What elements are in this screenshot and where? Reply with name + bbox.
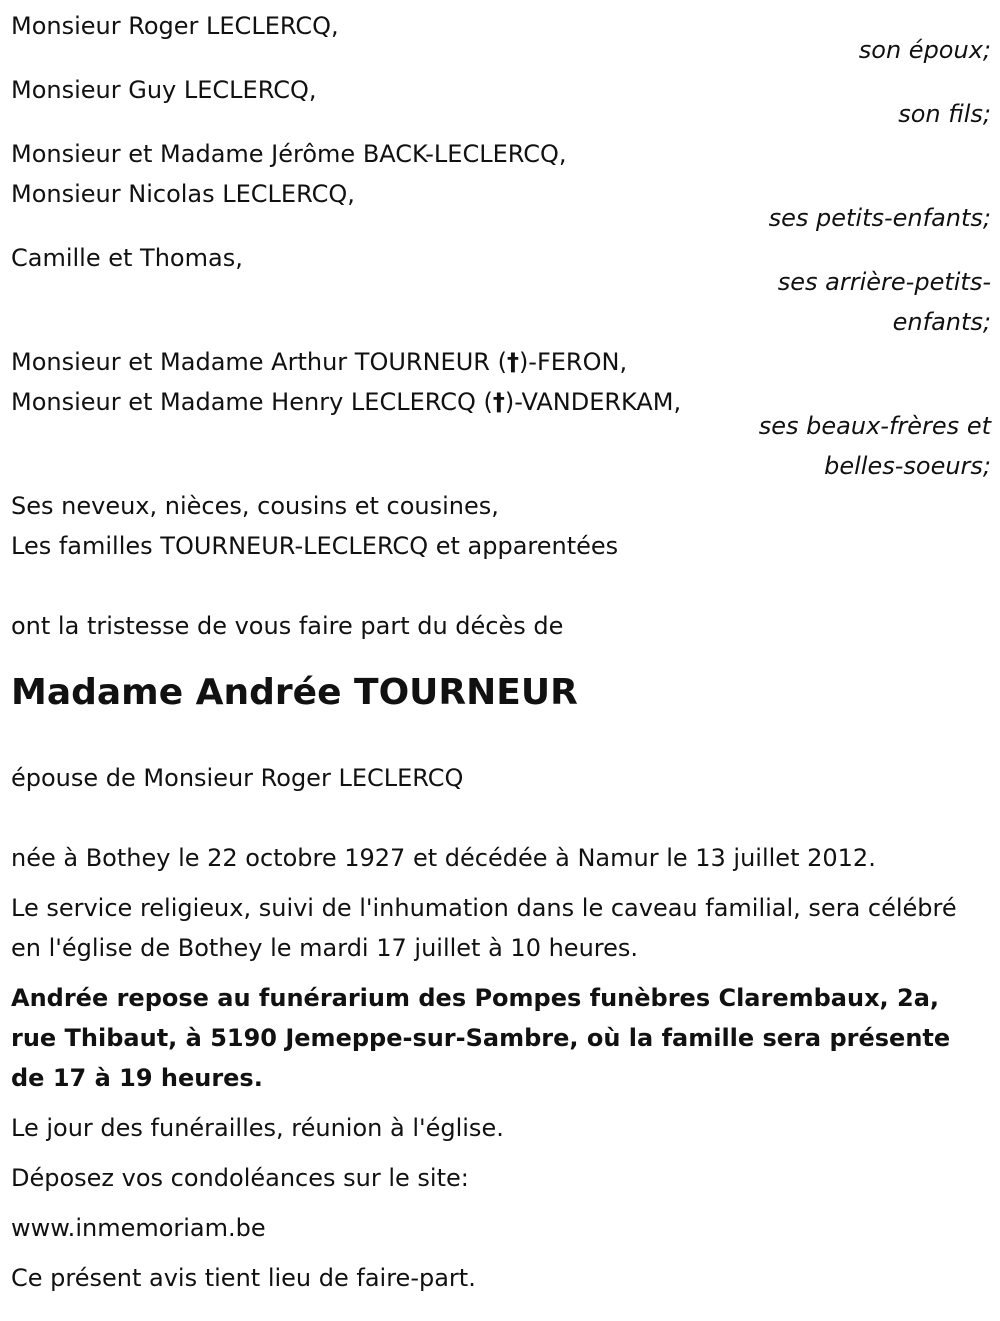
- in-laws-role-line-1: ses beaux-frères et: [758, 412, 991, 440]
- family-group-relatives: [11, 486, 991, 566]
- funerarium-details: Andrée repose au funérarium des Pompes funèbres Clarembaux, 2a, rue Thibaut, à 5190 Jemeppe-sur-Sambre, où la famille sera présente de 17 à 19 heures.: [11, 984, 951, 1092]
- cross-icon: †: [506, 348, 519, 376]
- family-group-grandchildren: [11, 134, 991, 238]
- announcement-intro: ont la tristesse de vous faire part du décès de: [11, 612, 564, 640]
- grandchildren-role: ses petits-enfants;: [768, 204, 991, 232]
- obituary-notice: [11, 6, 991, 1308]
- grandchild-name-2: Monsieur Nicolas LECLERCQ,: [11, 180, 355, 208]
- funeral-meeting: Le jour des funérailles, réunion à l'église.: [11, 1114, 504, 1142]
- in-law-name-1-start: Monsieur et Madame Arthur TOURNEUR (: [11, 348, 507, 376]
- condolences-prompt: Déposez vos condoléances sur le site:: [11, 1164, 469, 1192]
- family-group-husband: [11, 6, 991, 70]
- religious-service: Le service religieux, suivi de l'inhumation dans le caveau familial, sera célébré en l'église de Bothey le mardi 17 juillet à 10 heures.: [11, 894, 957, 962]
- husband-role: son époux;: [858, 36, 991, 64]
- in-laws-role-line-2: belles-soeurs;: [824, 452, 991, 480]
- cross-icon: †: [492, 388, 505, 416]
- relatives-line-2: Les familles TOURNEUR-LECLERCQ et apparentées: [11, 532, 619, 560]
- family-group-son: [11, 70, 991, 134]
- spouse-line: épouse de Monsieur Roger LECLERCQ: [11, 764, 464, 792]
- husband-name: Monsieur Roger LECLERCQ,: [11, 12, 339, 40]
- family-group-in-laws: [11, 342, 991, 486]
- in-law-name-1: [11, 342, 991, 382]
- notice-statement: Ce présent avis tient lieu de faire-part.: [11, 1264, 476, 1292]
- great-grandchildren-role-line-1: ses arrière-petits-: [777, 268, 991, 296]
- condolences-website-link[interactable]: www.inmemoriam.be: [11, 1214, 266, 1242]
- in-law-name-2-start: Monsieur et Madame Henry LECLERCQ (: [11, 388, 493, 416]
- relatives-line-1: Ses neveux, nièces, cousins et cousines,: [11, 492, 499, 520]
- family-group-great-grandchildren: [11, 238, 991, 342]
- birth-death-dates: née à Bothey le 22 octobre 1927 et décédée à Namur le 13 juillet 2012.: [11, 844, 876, 872]
- in-law-name-1-end: )-FERON,: [518, 348, 628, 376]
- son-name: Monsieur Guy LECLERCQ,: [11, 76, 317, 104]
- grandchild-name-1: Monsieur et Madame Jérôme BACK-LECLERCQ,: [11, 140, 567, 168]
- in-law-name-2-end: )-VANDERKAM,: [504, 388, 682, 416]
- son-role: son fils;: [898, 100, 991, 128]
- great-grandchildren-names: Camille et Thomas,: [11, 244, 243, 272]
- deceased-name: Madame Andrée TOURNEUR: [11, 672, 578, 713]
- great-grandchildren-role-line-2: enfants;: [892, 308, 991, 336]
